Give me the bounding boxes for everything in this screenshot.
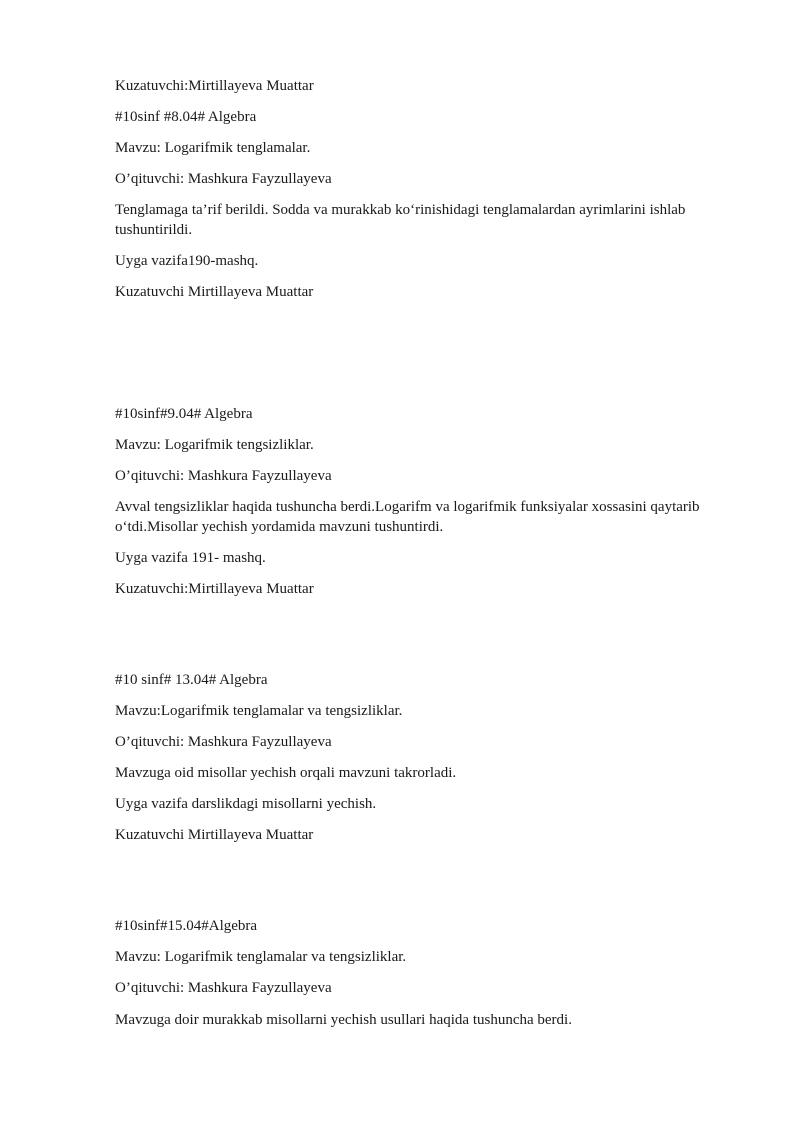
lesson-teacher: O’qituvchi: Mashkura Fayzullayeva — [115, 734, 332, 750]
observer-line: Kuzatuvchi:Mirtillayeva Muattar — [115, 78, 314, 94]
lesson-teacher: O’qituvchi: Mashkura Fayzullayeva — [115, 980, 332, 996]
lesson-heading: #10sinf#9.04# Algebra — [115, 406, 253, 422]
lesson-topic: Mavzu: Logarifmik tenglamalar va tengsizliklar. — [115, 949, 407, 965]
lesson-description: Mavzuga doir murakkab misollarni yechish usullari haqida tushuncha berdi. — [115, 1012, 572, 1028]
lesson-topic: Mavzu: Logarifmik tenglamalar. — [115, 140, 311, 156]
lesson-homework: Uyga vazifa190-mashq. — [115, 253, 259, 269]
lesson-description: Mavzuga oid misollar yechish orqali mavzuni takrorladi. — [115, 765, 457, 781]
lesson-homework: Uyga vazifa darslikdagi misollarni yechish. — [115, 796, 377, 812]
observer-line: Kuzatuvchi Mirtillayeva Muattar — [115, 827, 314, 843]
lesson-topic: Mavzu: Logarifmik tengsizliklar. — [115, 437, 314, 453]
lesson-heading: #10sinf #8.04# Algebra — [115, 109, 257, 125]
observer-line: Kuzatuvchi Mirtillayeva Muattar — [115, 284, 314, 300]
observer-line: Kuzatuvchi:Mirtillayeva Muattar — [115, 581, 314, 597]
lesson-teacher: O’qituvchi: Mashkura Fayzullayeva — [115, 171, 332, 187]
lesson-topic: Mavzu:Logarifmik tenglamalar va tengsizliklar. — [115, 703, 403, 719]
lesson-heading: #10sinf#15.04#Algebra — [115, 918, 258, 934]
lesson-description: Tenglamaga ta’rif berildi. Sodda va murakkab ko‘rinishidagi tenglamalardan ayrimlarini ishlab tushuntirildi. — [115, 202, 686, 238]
lesson-heading: #10 sinf# 13.04# Algebra — [115, 672, 268, 688]
lesson-description: Avval tengsizliklar haqida tushuncha berdi.Logarifm va logarifmik funksiyalar xossasini qaytarib o‘tdi.Misollar yechish yordamida mavzuni tushuntirdi. — [115, 499, 700, 535]
lesson-teacher: O’qituvchi: Mashkura Fayzullayeva — [115, 468, 332, 484]
lesson-homework: Uyga vazifa 191- mashq. — [115, 550, 266, 566]
